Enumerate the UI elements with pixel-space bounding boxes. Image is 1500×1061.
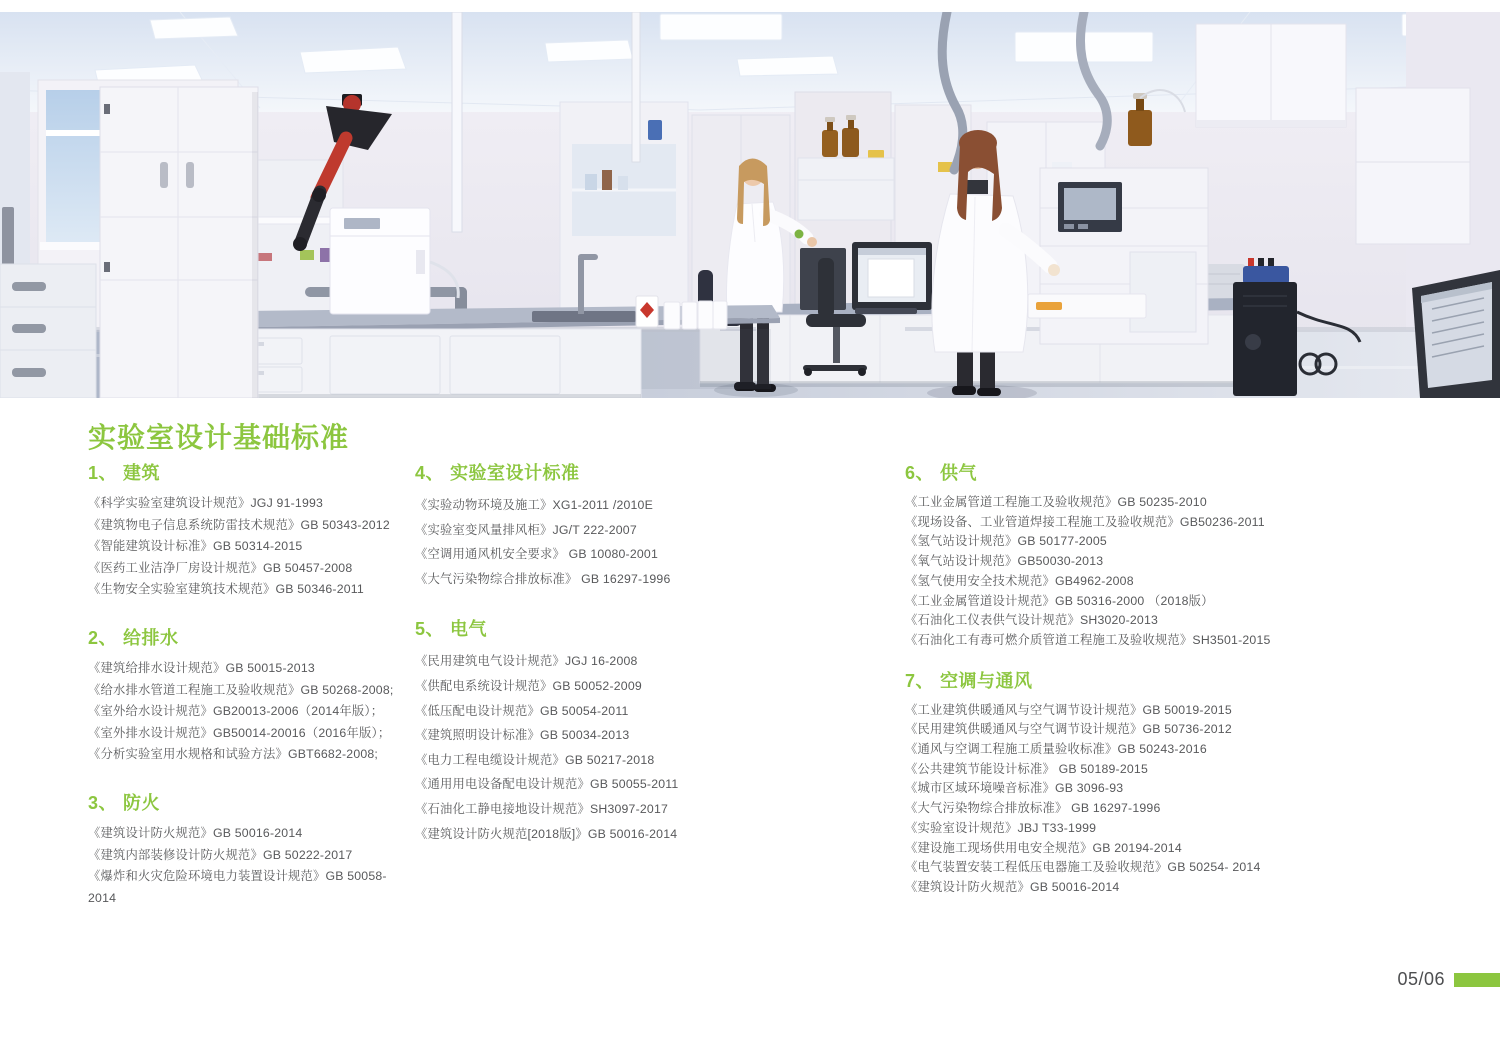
standard-item: 《实验室设计规范》JBJ T33-1999 <box>905 820 1097 835</box>
standard-item: 《石油化工有毒可燃介质管道工程施工及验收规范》SH3501-2015 <box>905 632 1271 647</box>
standard-item: 《分析实验室用水规格和试验方法》GBT6682-2008; <box>88 747 379 762</box>
page-number: 05/06 <box>1397 969 1445 989</box>
standard-item: 《智能建筑设计标准》GB 50314-2015 <box>88 539 303 554</box>
section-heading <box>88 627 408 649</box>
standard-item: 《生物安全实验室建筑技术规范》GB 50346-2011 <box>88 582 364 597</box>
standard-item: 《民用建筑供暖通风与空气调节设计规范》GB 50736-2012 <box>905 722 1232 737</box>
standard-item: 《建筑设计防火规范[2018版]》GB 50016-2014 <box>415 826 678 841</box>
page-footer <box>1397 969 1500 990</box>
standard-item: 《建筑给排水设计规范》GB 50015-2013 <box>88 660 315 675</box>
standard-item: 《氢气站设计规范》GB 50177-2005 <box>905 534 1107 549</box>
standard-item: 《实验室变风量排风柜》JG/T 222-2007 <box>415 522 637 537</box>
section-heading <box>88 792 408 814</box>
standard-item: 《建筑设计防火规范》GB 50016-2014 <box>88 825 303 840</box>
standard-item: 《爆炸和火灾危险环境电力装置设计规范》GB 50058-2014 <box>88 869 387 905</box>
standard-item: 《工业金属管道工程施工及验收规范》GB 50235-2010 <box>905 495 1207 509</box>
standard-item: 《通用用电设备配电设计规范》GB 50055-2011 <box>415 777 679 792</box>
standards-section <box>415 618 755 846</box>
lab-photo <box>0 12 1500 398</box>
standard-item: 《电气装置安装工程低压电器施工及验收规范》GB 50254- 2014 <box>905 860 1261 875</box>
section-title: 防火 <box>123 792 161 813</box>
standard-item: 《室外给水设计规范》GB20013-2006（2014年版）； <box>88 704 384 719</box>
standard-item: 《工业建筑供暖通风与空气调节设计规范》GB 50019-2015 <box>905 702 1232 717</box>
page-title: 实验室设计基础标准 <box>88 422 350 453</box>
standard-item: 《公共建筑节能设计标准》 GB 50189-2015 <box>905 761 1149 776</box>
standard-item: 《给水排水管道工程施工及验收规范》GB 50268-2008; <box>88 682 394 697</box>
standard-item: 《现场设备、工业管道焊接工程施工及验收规范》GB50236-2011 <box>905 514 1265 529</box>
standards-section <box>415 462 755 591</box>
standard-item: 《实验动物环境及施工》XG1-2011 /2010E <box>415 498 654 512</box>
standard-item: 《石油化工静电接地设计规范》SH3097-2017 <box>415 801 669 816</box>
standards-section <box>88 462 408 601</box>
standard-item: 《建筑内部装修设计防火规范》GB 50222-2017 <box>88 847 353 862</box>
standard-item: 《低压配电设计规范》GB 50054-2011 <box>415 703 629 718</box>
section-title: 实验室设计标准 <box>450 463 580 483</box>
section-number: 1、 <box>88 463 118 483</box>
standard-item: 《大气污染物综合排放标准》 GB 16297-1996 <box>905 801 1161 816</box>
standard-item: 《氧气站设计规范》GB50030-2013 <box>905 554 1104 569</box>
section-title: 供气 <box>940 463 978 483</box>
section-title: 给排水 <box>123 627 179 648</box>
laboratory-interior-photo <box>0 12 1500 398</box>
standard-item: 《电力工程电缆设计规范》GB 50217-2018 <box>415 752 655 767</box>
section-title: 建筑 <box>123 463 161 483</box>
column-1 <box>88 462 408 909</box>
standard-item: 《医药工业洁净厂房设计规范》GB 50457-2008 <box>88 560 353 575</box>
standard-item: 《城市区域环境噪音标准》GB 3096-93 <box>905 781 1124 796</box>
standard-item: 《工业金属管道设计规范》GB 50316-2000 （2018版） <box>905 593 1214 608</box>
standard-item: 《建筑设计防火规范》GB 50016-2014 <box>905 879 1120 894</box>
standard-item: 《空调用通风机安全要求》 GB 10080-2001 <box>415 547 659 562</box>
column-3 <box>905 462 1305 898</box>
standards-section <box>905 462 1305 651</box>
standards-section <box>88 792 408 909</box>
standard-item: 《通风与空调工程施工质量验收标准》GB 50243-2016 <box>905 742 1207 757</box>
footer-accent-bar <box>1454 973 1500 987</box>
section-heading <box>88 462 408 484</box>
standard-item: 《科学实验室建筑设计规范》JGJ 91-1993 <box>88 496 324 510</box>
standard-item: 《大气污染物综合排放标准》 GB 16297-1996 <box>415 571 671 586</box>
section-number: 3、 <box>88 792 118 813</box>
standard-item: 《建筑物电子信息系统防雷技术规范》GB 50343-2012 <box>88 517 390 532</box>
section-number: 6、 <box>905 463 935 483</box>
standards-section <box>88 627 408 766</box>
column-2 <box>415 462 755 846</box>
standard-item: 《石油化工仪表供气设计规范》SH3020-2013 <box>905 613 1159 628</box>
standard-item: 《建设施工现场供用电安全规范》GB 20194-2014 <box>905 840 1182 855</box>
standard-item: 《氢气使用安全技术规范》GB4962-2008 <box>905 573 1134 588</box>
section-heading <box>415 618 755 640</box>
section-heading <box>415 462 755 484</box>
standard-item: 《民用建筑电气设计规范》JGJ 16-2008 <box>415 654 638 669</box>
section-title: 电气 <box>450 619 488 640</box>
section-number: 5、 <box>415 619 445 640</box>
section-title: 空调与通风 <box>940 670 1033 691</box>
section-number: 4、 <box>415 463 445 483</box>
section-heading <box>905 462 1305 484</box>
section-number: 7、 <box>905 670 935 691</box>
standard-item: 《室外排水设计规范》GB50014-20016（2016年版）； <box>88 725 391 740</box>
standards-section <box>905 670 1305 898</box>
standard-item: 《建筑照明设计标准》GB 50034-2013 <box>415 728 630 743</box>
section-number: 2、 <box>88 627 118 648</box>
standard-item: 《供配电系统设计规范》GB 50052-2009 <box>415 678 642 693</box>
section-heading <box>905 670 1305 692</box>
